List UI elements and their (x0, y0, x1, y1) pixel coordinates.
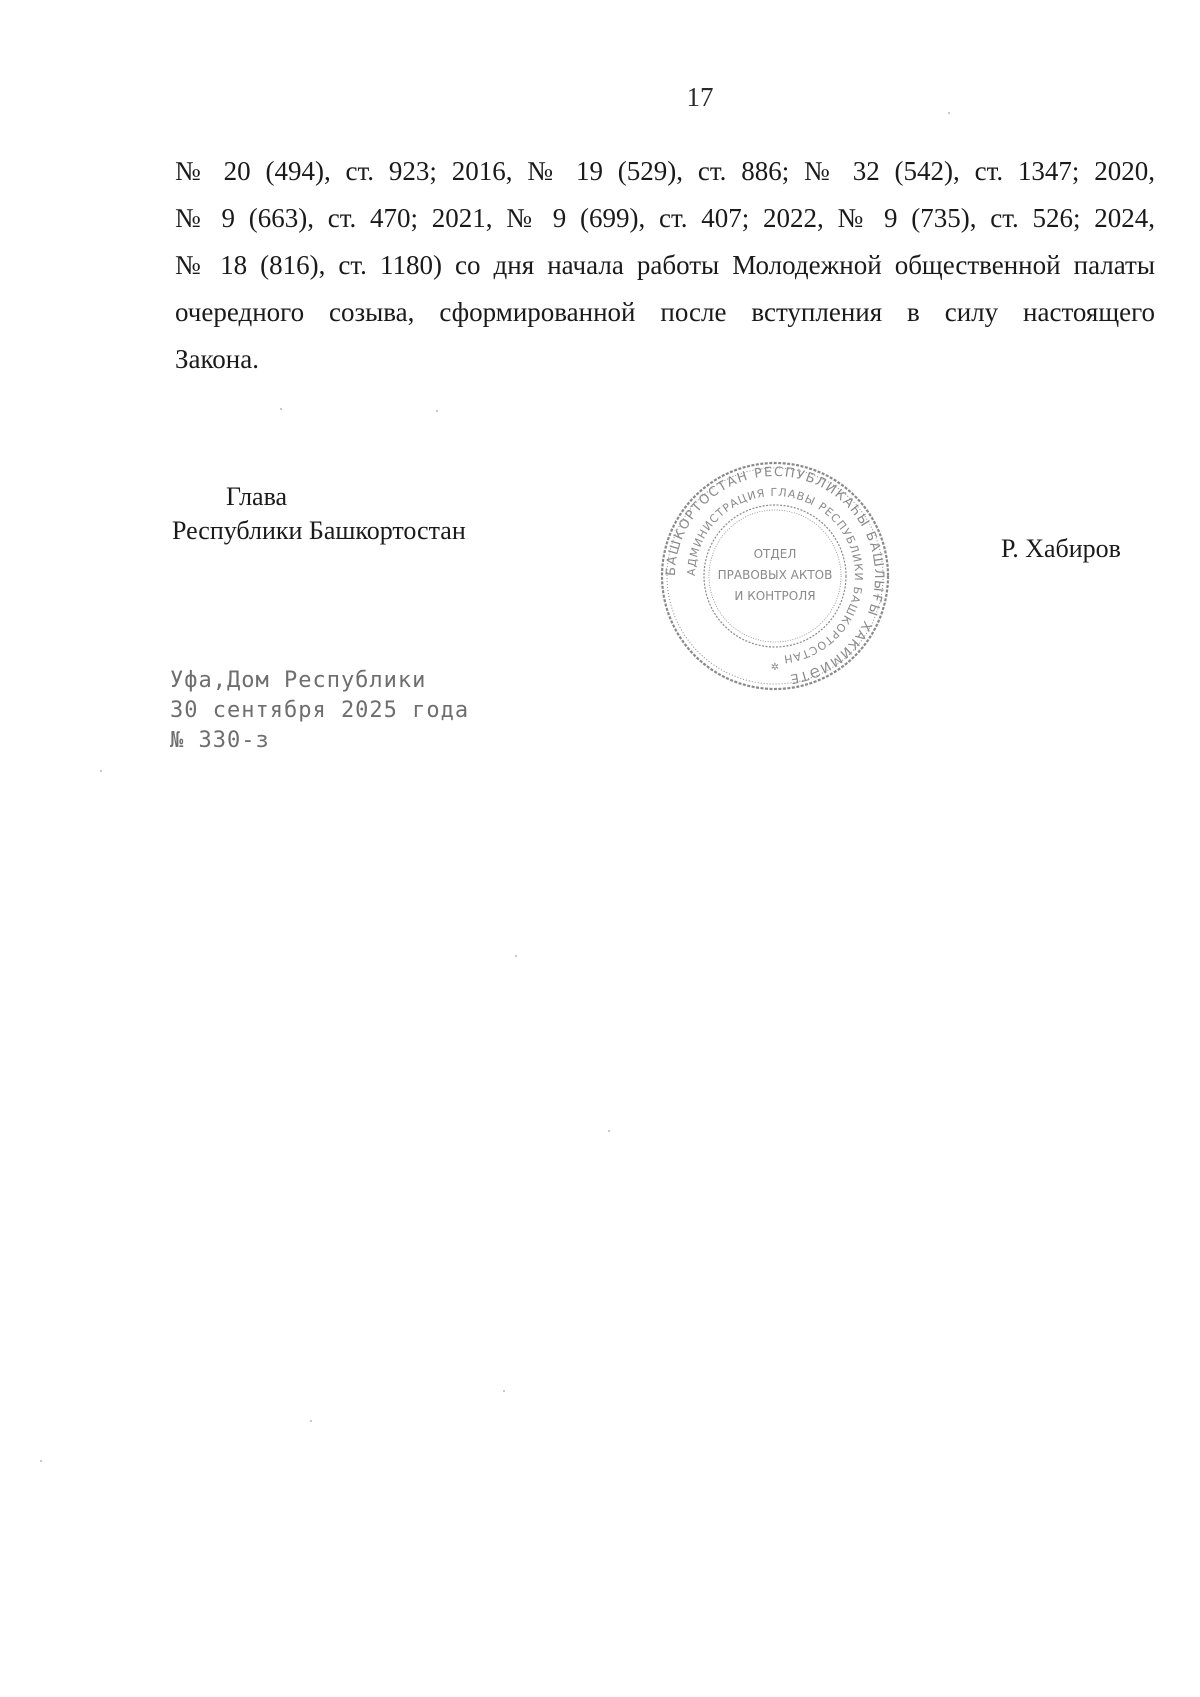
footer-number: № 330-з (170, 728, 270, 753)
scan-speck (948, 112, 950, 114)
body-line: № 9 (663), ст. 470; 2021, № 9 (699), ст. 407; 2022, № 9 (735), ст. 526; 2024, (175, 203, 1155, 233)
scan-speck (515, 955, 517, 957)
seal-outer-text: БАШКОРТОСТАН РЕСПУБЛИКАҺЫ БАШЛЫҒЫ ХАКИМИӘТЕ (663, 464, 887, 687)
body-line: Закона. (175, 344, 259, 374)
signatory-name: Р. Хабиров (1001, 534, 1121, 563)
footer-place: Уфа,Дом Республики (170, 668, 427, 693)
seal-center-line1: ОТДЕЛ (753, 547, 797, 561)
scan-speck (310, 1420, 312, 1422)
signatory-title-line1: Глава (226, 482, 288, 511)
footer-date: 30 сентября 2025 года (170, 698, 470, 723)
seal-center-line2: ПРАВОВЫХ АКТОВ (717, 568, 833, 582)
page-number: 17 (686, 82, 714, 112)
scan-speck (40, 1460, 42, 1462)
body-line: очередного созыва, сформированной после вступления в силу настоящего (175, 297, 1155, 327)
document-footer (170, 666, 469, 756)
signatory-title (172, 480, 466, 548)
scan-speck (100, 770, 102, 772)
scan-speck (436, 410, 438, 412)
signatory-title-line2: Республики Башкортостан (172, 516, 466, 545)
seal-inner-text: АДМИНИСТРАЦИЯ ГЛАВЫ РЕСПУБЛИКИ БАШКОРТОСТАН (684, 485, 866, 666)
seal-center-line3: И КОНТРОЛЯ (734, 589, 816, 603)
scan-speck (608, 1130, 610, 1132)
scan-speck (503, 1390, 505, 1392)
official-seal-stamp (655, 460, 895, 692)
scan-speck (280, 408, 282, 410)
seal-star-icon: ✲ (770, 662, 780, 673)
body-line: № 20 (494), ст. 923; 2016, № 19 (529), ст. 886; № 32 (542), ст. 1347; 2020, (175, 156, 1155, 186)
body-paragraph (175, 148, 1155, 383)
body-line: № 18 (816), ст. 1180) со дня начала работы Молодежной общественной палаты (175, 250, 1155, 280)
